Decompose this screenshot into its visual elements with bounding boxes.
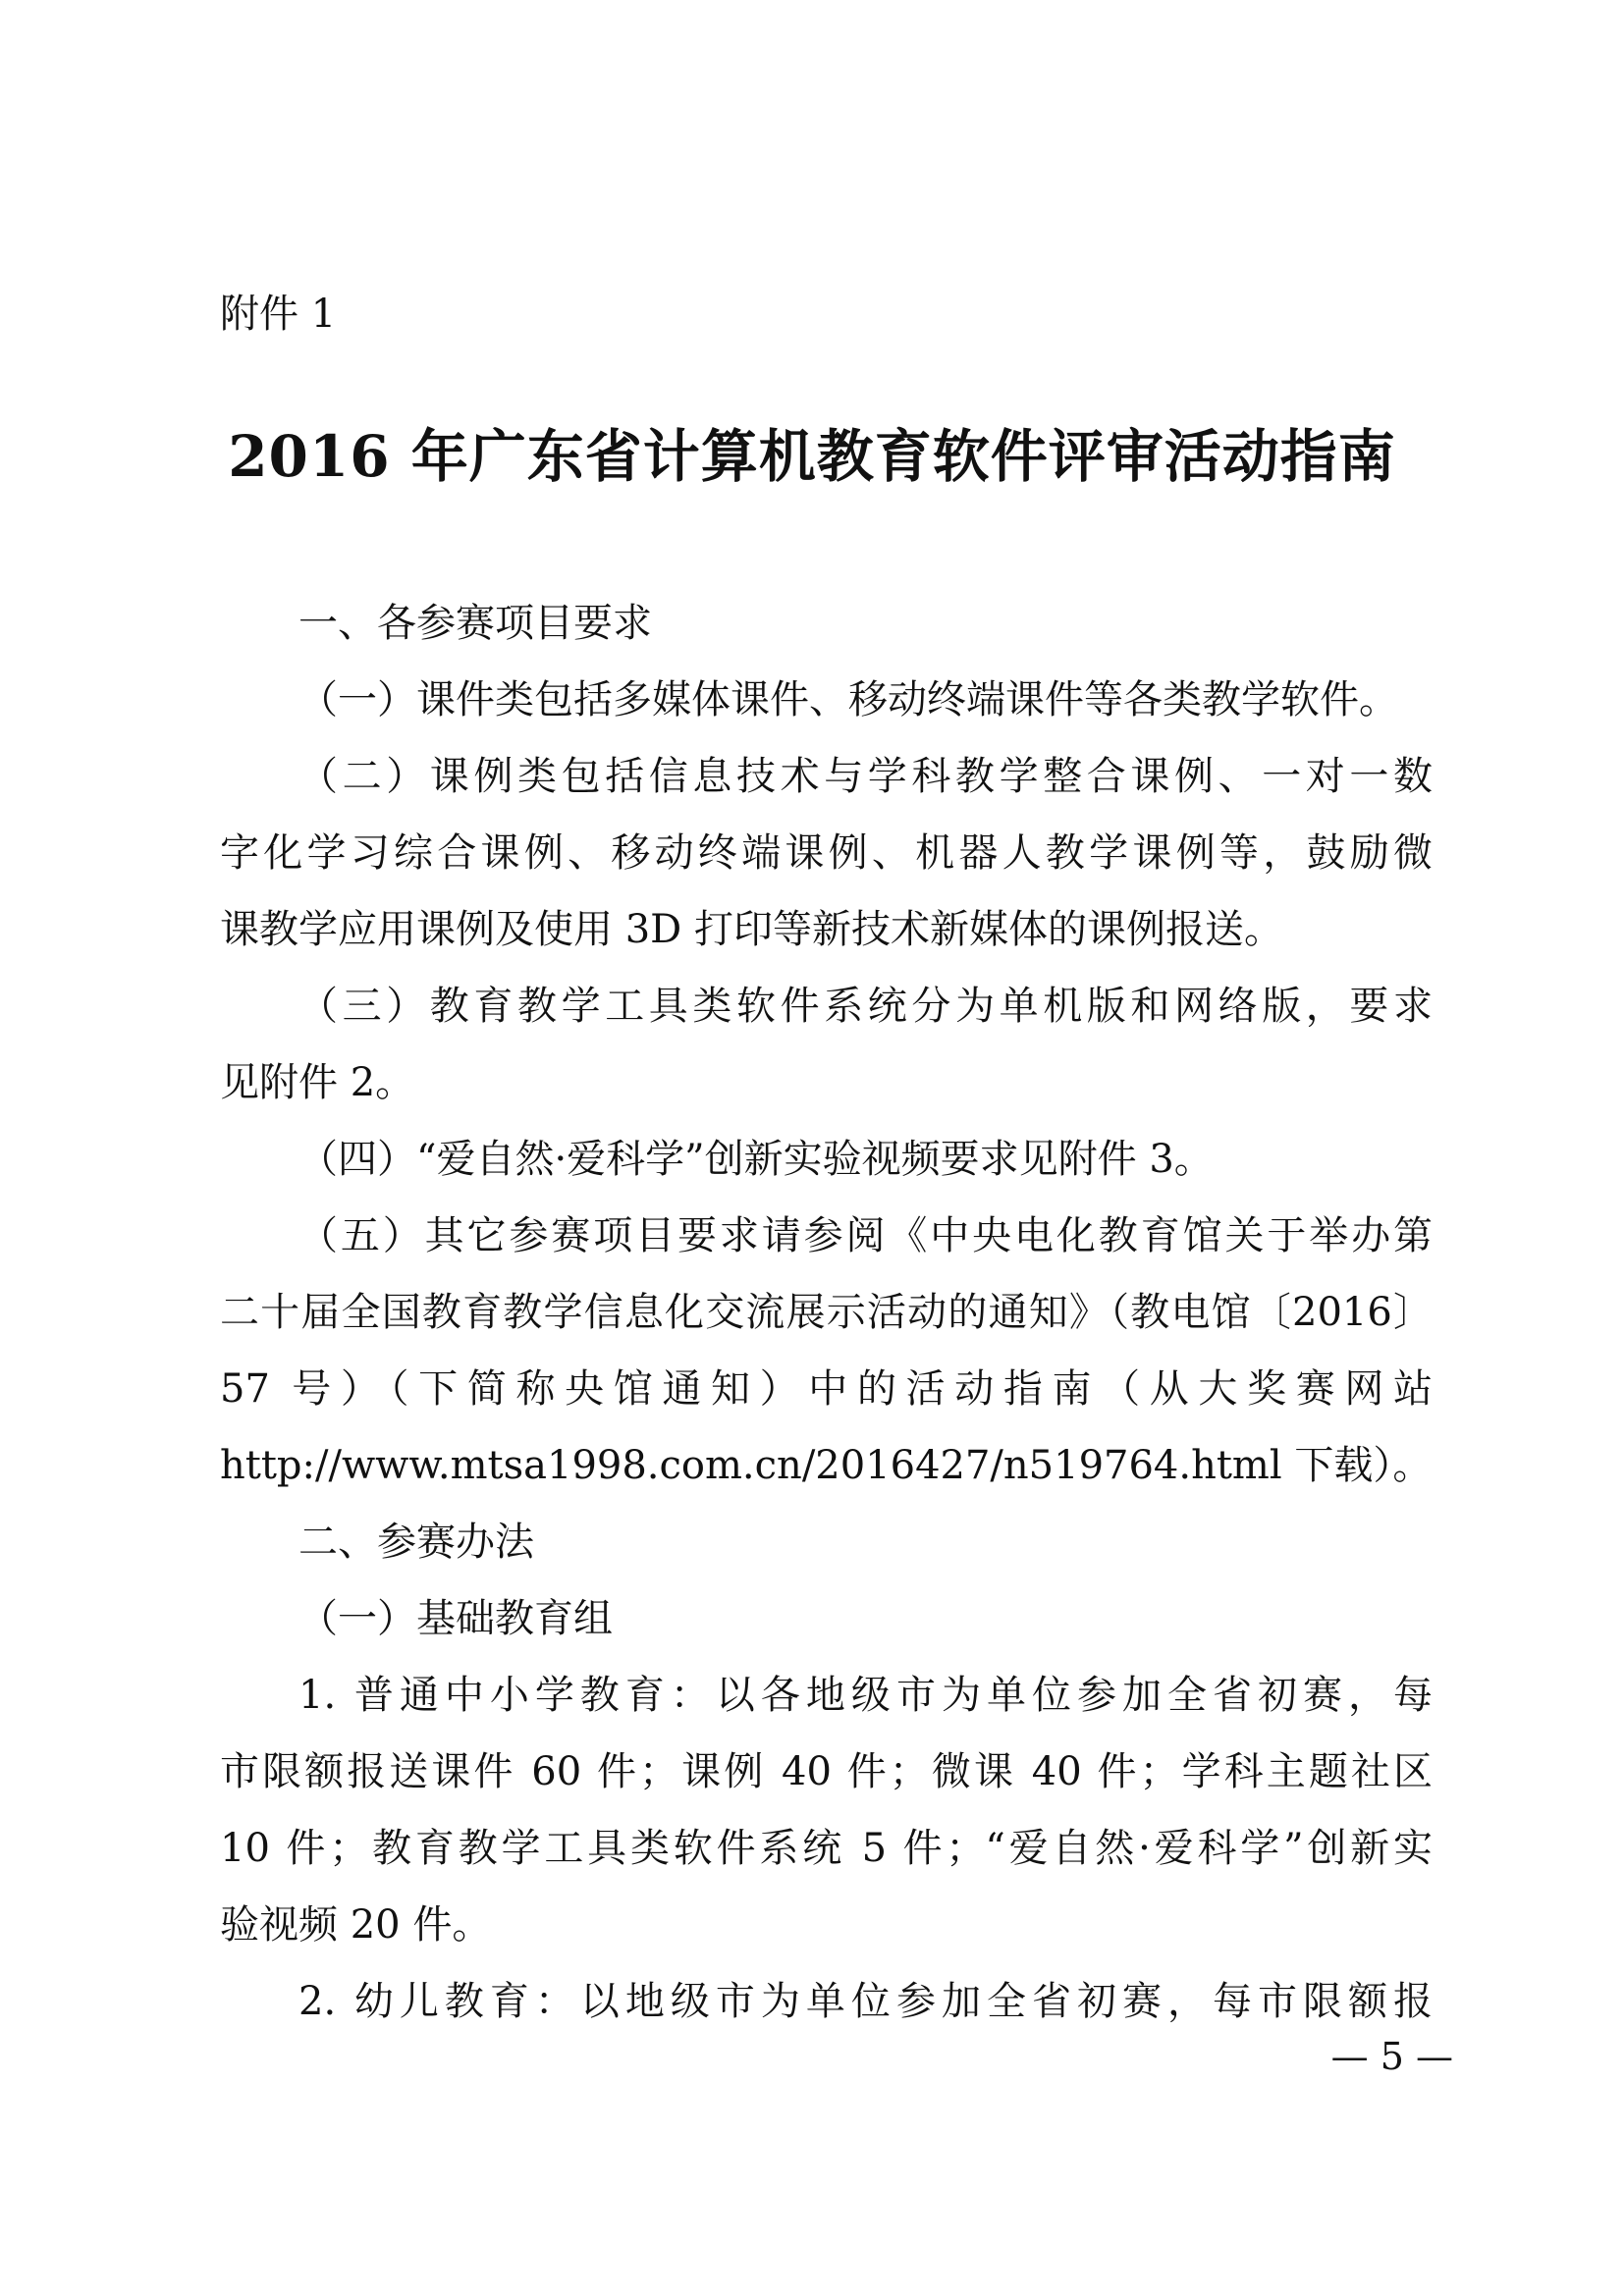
paragraph-line: （二）课例类包括信息技术与学科教学整合课例、一对一数: [298, 754, 1433, 799]
paragraph-line: 验视频 20 件。: [220, 1902, 492, 1948]
paragraph-line: （一）课件类包括多媒体课件、移动终端课件等各类教学软件。: [298, 677, 1398, 722]
paragraph-line: （五）其它参赛项目要求请参阅《中央电化教育馆关于举办第: [298, 1213, 1433, 1258]
paragraph-line: （四）“爱自然·爱科学”创新实验视频要求见附件 3。: [298, 1137, 1214, 1182]
section-heading: 一、各参赛项目要求: [298, 601, 652, 646]
attachment-label: 附件 1: [220, 292, 337, 337]
page-number: — 5 —: [1330, 2035, 1453, 2078]
paragraph-line: 课教学应用课例及使用 3D 打印等新技术新媒体的课例报送。: [220, 907, 1283, 952]
document-title: 2016 年广东省计算机教育软件评审活动指南: [228, 423, 1396, 490]
paragraph-line: 1. 普通中小学教育：以各地级市为单位参加全省初赛，每: [298, 1673, 1433, 1718]
paragraph-line: 二十届全国教育教学信息化交流展示活动的通知》（教电馆〔2016〕: [220, 1290, 1433, 1335]
paragraph-line: 市限额报送课件 60 件；课例 40 件；微课 40 件；学科主题社区: [220, 1749, 1433, 1794]
section-heading: 二、参赛办法: [298, 1520, 534, 1565]
subsection-heading: （一）基础教育组: [298, 1596, 613, 1641]
paragraph-line: 57 号）（下简称央馆通知）中的活动指南（从大奖赛网站: [220, 1366, 1433, 1412]
paragraph-line: （三）教育教学工具类软件系统分为单机版和网络版，要求: [298, 984, 1433, 1029]
document-body: [220, 585, 1433, 2040]
paragraph-line: 见附件 2。: [220, 1060, 415, 1105]
paragraph-line: 10 件；教育教学工具类软件系统 5 件；“爱自然·爱科学”创新实: [220, 1826, 1433, 1871]
url-line: http://www.mtsa1998.com.cn/2016427/n519764.html 下载）。: [220, 1443, 1433, 1488]
paragraph-line: 字化学习综合课例、移动终端课例、机器人教学课例等，鼓励微: [220, 830, 1433, 876]
paragraph-line: 2. 幼儿教育：以地级市为单位参加全省初赛，每市限额报: [298, 1979, 1433, 2024]
